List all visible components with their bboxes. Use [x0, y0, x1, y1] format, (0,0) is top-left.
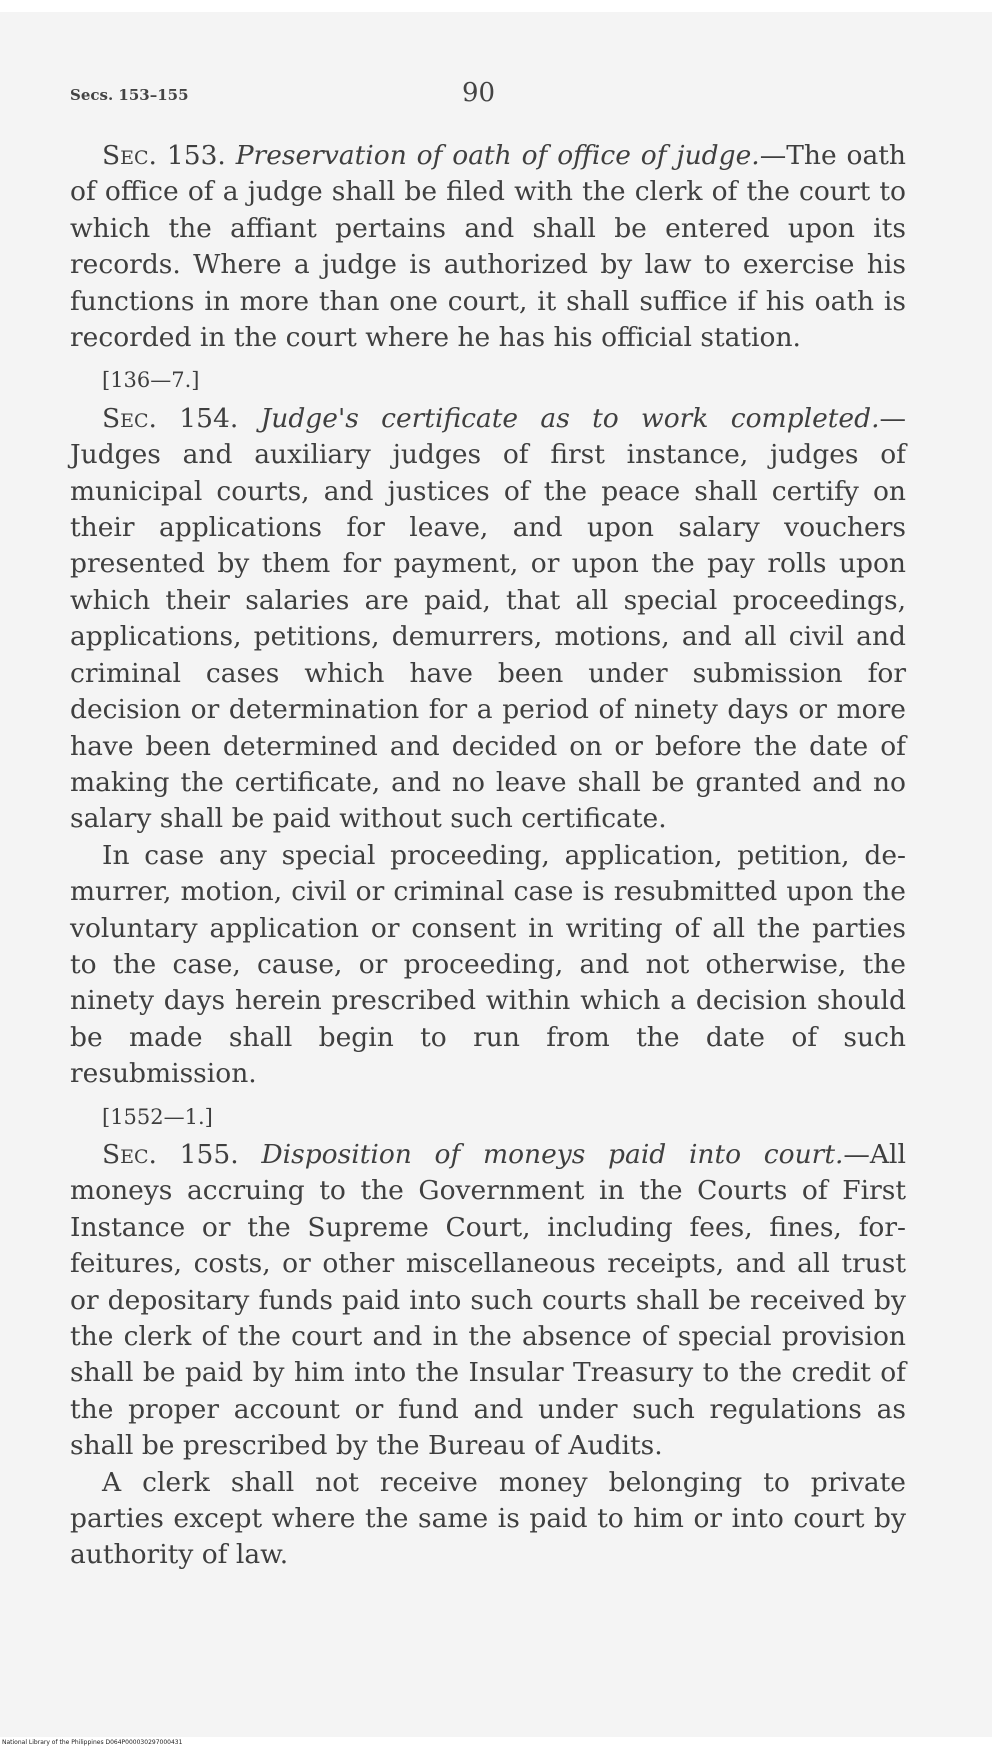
section-154-citation: [1552—1.] — [102, 1104, 213, 1129]
section-153-paragraph — [70, 138, 906, 356]
section-title: Preservation of oath of office of judge. — [235, 140, 760, 171]
running-head: Secs. 153–155 — [70, 86, 189, 104]
section-155-paragraph-2: A clerk shall not receive money belonging to private parties except where the same is paid to him or into court by authority of law. — [70, 1466, 906, 1571]
section-154-paragraph-2: In case any special proceeding, application, petition, demurrer, motion, civil or criminal case is resubmitted upon the voluntary application or consent in writing of all the parties to the case, cause, or proceeding, and not otherwise, the ninety days herein prescribed within which a decision should be made shall begin to run from the date of such resubmission. — [70, 839, 906, 1090]
section-number: Sec. 154. — [102, 402, 239, 434]
section-title: Disposition of moneys paid into court. — [261, 1138, 844, 1170]
section-number: Sec. 153. — [102, 140, 226, 171]
section-text: —The oath of office of a judge shall be filed with the clerk of the court to which the affiant pertains and shall be entered upon its records. Where a judge is authorized by law to exercise his functions in more than one court, it shall suffice if his oath is recorded in the court where he has his official station. — [70, 140, 906, 354]
section-155-paragraph — [70, 1137, 906, 1465]
book-page — [0, 12, 992, 1737]
section-153-citation: [136—7.] — [102, 368, 200, 393]
section-154-paragraph — [70, 401, 906, 838]
section-text: —All moneys accruing to the Government in the Courts of First Instance or the Supreme Court, including fees, fines, forfeitures, costs, or other miscellaneous receipts, and all trust or depositary funds paid into such courts shall be received by the clerk of the court and in the absence of special provision shall be paid by him into the Insular Treasury to the credit of the proper account or fund and under such regulations as shall be prescribed by the Bureau of Audits. — [70, 1138, 906, 1462]
section-text: — Judges and auxiliary judges of first instance, judges of municipal courts, and justices of the peace shall certify on their applications for leave, and upon salary vouchers presented by them for payment, or upon the pay rolls upon which their salaries are paid, that all special proceedings, applications, petitions, demurrers, motions, and all civil and criminal cases which have been under submission for decision or determination for a period of ninety days or more have been determined and decided on or before the date of making the certificate, and no leave shall be granted and no salary shall be paid without such certificate. — [70, 402, 906, 835]
body-text — [70, 138, 906, 1574]
section-number: Sec. 155. — [102, 1138, 239, 1170]
page-number: 90 — [462, 78, 496, 108]
scan-footer: National Library of the Philippines D064P000030297000431 — [2, 1739, 183, 1746]
section-title: Judge's certificate as to work completed. — [260, 402, 880, 434]
